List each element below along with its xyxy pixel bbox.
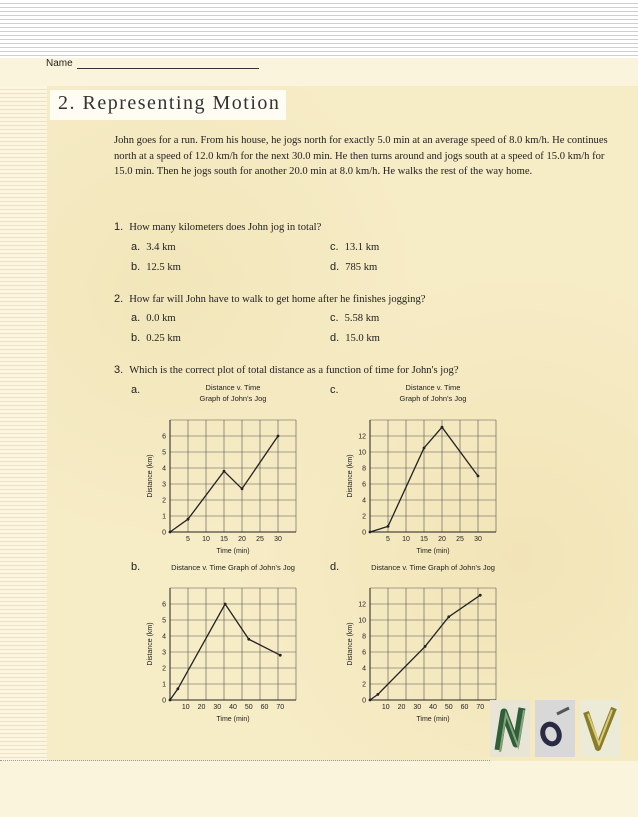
y-tick-label: 2: [162, 665, 166, 673]
page-title: 2. Representing Motion: [58, 92, 281, 114]
name-blank-line[interactable]: [77, 59, 259, 69]
option-text: 0.25 km: [146, 333, 181, 344]
option-text: 0.0 km: [146, 313, 176, 324]
problem-intro: John goes for a run. From his house, he jogs north for exactly 5.0 min at an average speed of 8.0 km/h. He continues north at a speed of 12.0 km/h for the next 30.0 min. He then turns around and jogs south at a speed of 15.0 km/h for 15.0 min. Then he jogs south for another 20.0 min at 8.0 km/h. He walks the rest of the way home.: [114, 135, 608, 177]
option-text: 13.1 km: [344, 242, 380, 253]
x-tick-label: 40: [229, 704, 237, 711]
chart-title: Distance v. Time: [205, 383, 261, 392]
data-point: [247, 638, 250, 641]
question-1: [114, 221, 321, 233]
data-point: [279, 654, 282, 657]
x-tick-label: 15: [420, 536, 428, 543]
data-point: [424, 645, 427, 648]
data-point: [369, 699, 372, 702]
x-tick-label: 50: [244, 704, 253, 711]
name-field[interactable]: [46, 58, 259, 69]
y-tick-label: 10: [358, 449, 366, 457]
y-tick-label: 8: [362, 633, 366, 641]
x-tick-label: 10: [402, 536, 410, 543]
y-tick-label: 0: [162, 697, 166, 705]
y-tick-label: 4: [162, 465, 166, 473]
x-tick-label: 25: [456, 536, 464, 543]
q1-option-b[interactable]: [131, 261, 181, 273]
name-label: Name: [46, 58, 73, 69]
data-point: [241, 487, 244, 490]
data-point: [223, 470, 226, 473]
y-tick-label: 6: [162, 433, 166, 441]
y-tick-label: 6: [362, 649, 366, 657]
graph-b[interactable]: [140, 558, 300, 723]
x-tick-label: 50: [444, 704, 453, 711]
q2-option-b[interactable]: [131, 332, 181, 344]
x-tick-label: 40: [429, 704, 437, 711]
data-point: [441, 426, 444, 429]
graph-option-b-label[interactable]: b.: [131, 561, 141, 573]
y-tick-label: 3: [162, 481, 166, 489]
data-point: [479, 594, 482, 597]
y-axis-label: Distance (km): [147, 622, 154, 666]
data-point: [477, 475, 480, 478]
y-tick-label: 0: [162, 529, 166, 537]
graph-c[interactable]: [340, 380, 490, 555]
y-tick-label: 4: [362, 665, 366, 673]
x-tick-label: 30: [274, 536, 282, 543]
x-tick-label: 10: [381, 704, 390, 711]
y-tick-label: 10: [358, 617, 366, 625]
y-tick-label: 2: [362, 681, 366, 689]
q1-option-c[interactable]: [330, 241, 379, 253]
data-point: [176, 687, 179, 690]
q2-option-a[interactable]: [131, 312, 176, 324]
x-tick-label: 10: [181, 704, 190, 711]
x-axis-label: Time (min): [416, 548, 450, 555]
data-point: [169, 531, 172, 534]
chart-title: Distance v. Time: [405, 383, 461, 392]
data-point: [277, 435, 280, 438]
x-tick-label: 5: [186, 536, 190, 543]
y-axis-label: Distance (km): [147, 454, 154, 498]
question-text: How many kilometers does John jog in total?: [129, 222, 322, 233]
y-tick-label: 5: [162, 449, 166, 457]
x-tick-label: 20: [397, 704, 406, 711]
question-number: 1.: [114, 221, 124, 233]
x-tick-label: 15: [220, 536, 228, 543]
x-axis-label: Time (min): [216, 716, 250, 723]
decorative-letter-n-image: [490, 700, 530, 757]
option-text: 785 km: [345, 262, 378, 273]
graph-option-c-label[interactable]: c.: [330, 384, 339, 396]
y-tick-label: 6: [362, 481, 366, 489]
y-tick-label: 12: [358, 433, 366, 441]
data-point: [369, 531, 372, 534]
x-tick-label: 20: [438, 536, 446, 543]
q2-option-d[interactable]: [330, 332, 380, 344]
option-letter: d.: [330, 332, 340, 344]
option-letter: b.: [131, 332, 141, 344]
x-axis-label: Time (min): [416, 716, 450, 723]
option-letter: c.: [330, 312, 339, 324]
x-tick-label: 25: [256, 536, 264, 543]
x-tick-label: 30: [474, 536, 482, 543]
chart-title: Distance v. Time Graph of John's Jog: [371, 563, 495, 572]
option-text: 3.4 km: [146, 242, 176, 253]
x-tick-label: 10: [202, 536, 210, 543]
option-letter: c.: [330, 241, 339, 253]
bottom-dotted-divider: [0, 760, 490, 761]
y-axis-label: Distance (km): [347, 622, 354, 666]
decorative-letter-o-image: [535, 700, 575, 757]
x-tick-label: 60: [460, 704, 469, 711]
data-point: [423, 447, 426, 450]
question-text: How far will John have to walk to get home after he finishes jogging?: [129, 294, 426, 305]
decorative-letter-v-image: [580, 700, 620, 757]
y-tick-label: 1: [162, 513, 166, 521]
x-tick-label: 70: [276, 704, 285, 711]
graph-a[interactable]: [140, 380, 290, 555]
option-text: 5.58 km: [344, 313, 380, 324]
question-number: 2.: [114, 293, 124, 305]
graph-option-d-label[interactable]: d.: [330, 561, 340, 573]
y-tick-label: 0: [362, 697, 366, 705]
y-tick-label: 6: [162, 601, 166, 609]
data-point: [447, 615, 450, 618]
data-point: [224, 603, 227, 606]
graph-d[interactable]: [340, 558, 500, 723]
y-tick-label: 0: [362, 529, 366, 537]
x-tick-label: 70: [476, 704, 485, 711]
y-tick-label: 8: [362, 465, 366, 473]
x-tick-label: 5: [386, 536, 390, 543]
y-tick-label: 2: [362, 513, 366, 521]
data-point: [169, 699, 172, 702]
y-tick-label: 4: [162, 633, 166, 641]
y-tick-label: 5: [162, 617, 166, 625]
option-text: 15.0 km: [345, 333, 380, 344]
y-tick-label: 3: [162, 649, 166, 657]
data-point: [376, 693, 379, 696]
y-axis-label: Distance (km): [347, 454, 354, 498]
x-tick-label: 60: [260, 704, 269, 711]
q1-option-d[interactable]: [330, 261, 377, 273]
q2-option-c[interactable]: [330, 312, 379, 324]
chart-subtitle: Graph of John's Jog: [199, 394, 267, 403]
x-tick-label: 20: [197, 704, 206, 711]
question-text: Which is the correct plot of total distance as a function of time for John's jog?: [129, 365, 459, 376]
left-margin-band: [0, 86, 47, 761]
x-tick-label: 30: [213, 704, 222, 711]
chart-subtitle: Graph of John's Jog: [399, 394, 467, 403]
y-tick-label: 1: [162, 681, 166, 689]
question-3: [114, 364, 459, 376]
x-axis-label: Time (min): [216, 548, 250, 555]
option-letter: a.: [131, 241, 141, 253]
option-letter: a.: [131, 312, 141, 324]
option-letter: d.: [330, 261, 340, 273]
data-point: [187, 518, 190, 521]
y-tick-label: 4: [362, 497, 366, 505]
option-text: 12.5 km: [146, 262, 181, 273]
question-2: [114, 293, 425, 305]
q1-option-a[interactable]: [131, 241, 176, 253]
y-tick-label: 12: [358, 601, 366, 609]
chart-title: Distance v. Time Graph of John's Jog: [171, 563, 295, 572]
header-stripes: [0, 0, 638, 58]
question-number: 3.: [114, 364, 124, 376]
data-point: [387, 525, 390, 528]
graph-option-a-label[interactable]: a.: [131, 384, 141, 396]
x-tick-label: 30: [413, 704, 422, 711]
option-letter: b.: [131, 261, 141, 273]
y-tick-label: 2: [162, 497, 166, 505]
x-tick-label: 20: [238, 536, 246, 543]
